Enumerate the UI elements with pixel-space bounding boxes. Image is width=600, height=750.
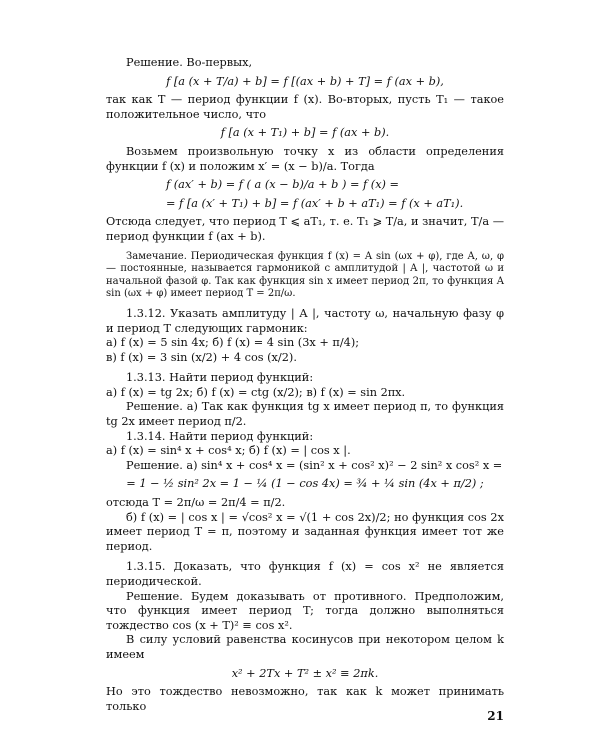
solution-paragraph: Решение. а) sin⁴ x + cos⁴ x = (sin² x + cos² x)² − 2 sin² x cos² x = — [126, 458, 503, 472]
text-paragraph: Отсюда следует, что период T ⩽ aT₁, т. е. T₁ ⩾ T/a, и значит, T/a — период функции f (ax + b). — [106, 215, 504, 243]
problem-1-3-13: 1.3.13. Найти период функций: — [126, 371, 314, 385]
text-line: отсюда T = 2π/ω = 2π/4 = π/2. — [106, 496, 286, 510]
solution-paragraph: Решение. Будем доказывать от противного. Предположим, что функция имеет период T; тогда должно выполняться тождество cos (x + T)² ≡ cos x². — [106, 589, 504, 632]
formula: f [a (x + T₁) + b] = f (ax + b). — [220, 126, 390, 140]
problem-item: а) f (x) = 5 sin 4x; б) f (x) = 4 sin (3x + π/4); — [106, 336, 360, 350]
text-line: Но это тождество невозможно, так как k может принимать только — [106, 685, 504, 713]
text-line: Решение. Во-первых, — [126, 56, 253, 69]
solution-paragraph: Решение. а) Так как функция tg x имеет период π, то функция tg 2x имеет период π/2. — [106, 400, 504, 429]
formula: f (ax′ + b) = f ( a (x − b)/a + b ) = f (x) = — [166, 178, 400, 192]
text-paragraph: Возьмем произвольную точку x из области определения функции f (x) и положим x′ = (x − b)/a. Тогда — [106, 144, 504, 173]
formula: = f [a (x′ + T₁) + b] = f (ax′ + b + aT₁) = f (x + aT₁). — [166, 196, 464, 210]
problem-1-3-12: 1.3.12. Указать амплитуду | A |, частоту ω, начальную фазу φ и период T следующих гармоник: — [106, 306, 504, 335]
problem-1-3-14: 1.3.14. Найти период функций: — [126, 429, 314, 443]
formula: f [a (x + T/a) + b] = f [(ax + b) + T] = f (ax + b), — [166, 74, 444, 88]
formula: x² + 2Tx + T² ± x² ≡ 2πk. — [231, 666, 379, 680]
problem-item: а) f (x) = tg 2x; б) f (x) = ctg (x/2); в) f (x) = sin 2πx. — [106, 385, 406, 399]
problem-item: а) f (x) = sin⁴ x + cos⁴ x; б) f (x) = | cos x |. — [106, 444, 351, 458]
text-paragraph: так как T — период функции f (x). Во-вторых, пусть T₁ — такое положительное число, что — [106, 93, 504, 121]
problem-item: в) f (x) = 3 sin (x/2) + 4 cos (x/2). — [106, 350, 297, 364]
problem-1-3-15: 1.3.15. Доказать, что функция f (x) = cos x² не является периодической. — [106, 560, 504, 588]
page-number: 21 — [487, 709, 504, 724]
formula: = 1 − ½ sin² 2x = 1 − ¼ (1 − cos 4x) = ¾ + ¼ sin (4x + π/2) ; — [126, 477, 484, 491]
note-paragraph: Замечание. Периодическая функция f (x) = A sin (ωx + φ), где A, ω, φ — постоянные, называется гармоникой с амплитудой | A |, частотой ω и начальной фазой φ. Так как функция sin x имеет период 2π, то функция A sin (ωx + φ) имеет период T = 2π/ω. — [106, 250, 504, 300]
text-line: В силу условий равенства косинусов при некотором целом k имеем — [106, 633, 504, 661]
solution-paragraph: б) f (x) = | cos x | = √cos² x = √(1 + cos 2x)/2; но функция cos 2x имеет период T = π, поэтому и заданная функция имеет тот же период. — [106, 510, 504, 553]
